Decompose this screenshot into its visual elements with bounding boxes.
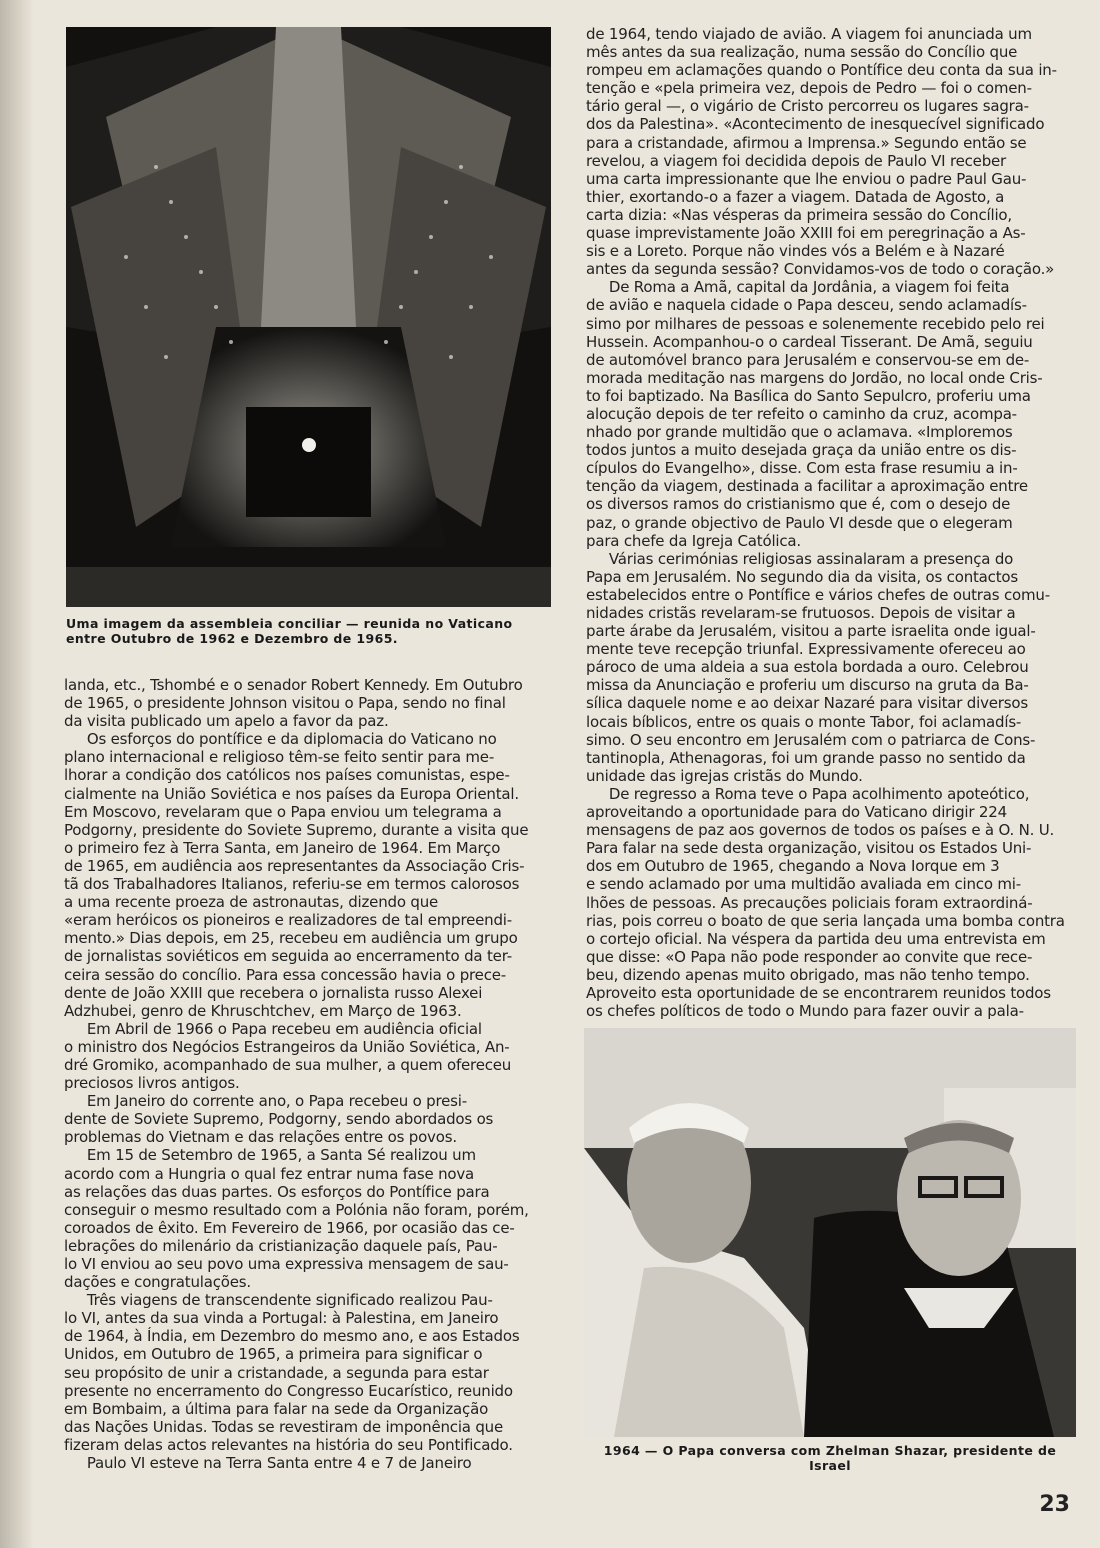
page-number: 23 <box>1039 1492 1070 1517</box>
article-column-right: de 1964, tendo viajado de avião. A viagem foi anunciada um mês antes da sua realização, numa sessão do Concílio que rompeu em aclamações quando o Pontífice deu conta da sua in- tenção e «pela primeira vez, depois de Pedro — foi o comen- tário geral —, o vigário de Cristo percorreu os lugares sagra- dos da Palestina». «Acontecimento de inesquecível significado para a cristandade, afirmou a Imprensa.» Segundo então se revelou, a viagem foi decidida depois de Paulo VI receber uma carta impressionante que lhe enviou o padre Paul Gau- thier, exortando-o a fazer a viagem. Datada de Agosto, a carta dizia: «Nas vésperas da primeira sessão do Concílio, quase imprevistamente João XXIII foi em peregrinação a As- sis e a Loreto. Porque não vindes vós a Belém e à Nazaré antes da segunda sessão? Convidamos-vos de todo o coração.» De Roma a Amã, capital da Jordânia, a viagem foi feita de avião e naquela cidade o Papa desceu, sendo aclamadís- simo por milhares de pessoas e solenemente recebido pelo rei Hussein. Acompanhou-o o cardeal Tisserant. De Amã, seguiu de automóvel branco para Jerusalém e conservou-se em de- morada meditação nas margens do Jordão, no local onde Cris- to foi baptizado. Na Basílica do Santo Sepulcro, proferiu uma alocução depois de ter refeito o caminho da cruz, acompa- nhado por grande multidão que o aclamava. «Imploremos todos juntos a muito desejada graça da união entre os dis- cípulos do Evangelho», disse. Com esta frase resumiu a in- tenção da viagem, destinada a facilitar a aproximação entre os diversos ramos do cristianismo que é, com o desejo de paz, o grande objectivo de Paulo VI desde que o elegeram para chefe da Igreja Católica. Várias cerimónias religiosas assinalaram a presença do Papa em Jerusalém. No segundo dia da visita, os contactos estabelecidos entre o Pontífice e vários chefes de outras comu- nidades cristãs revelaram-se frutuosos. Depois de visitar a parte árabe da Jerusalém, visitou a parte israelita onde igual- mente teve recepção triunfal. Expressivamente ofereceu ao pároco de uma aldeia a sua estola bordada a ouro. Celebrou missa da Anunciação e proferiu um discurso na gruta da Ba- sílica daquele nome e ao deixar Nazaré para visitar diversos locais bíblicos, entre os quais o monte Tabor, foi aclamadís- simo. O seu encontro em Jerusalém com o patriarca de Cons- tantinopla, Athenagoras, foi um grande passo no sentido da unidade das igrejas cristãs do Mundo. De regresso a Roma teve o Papa acolhimento apoteótico, aproveitando a oportunidade para do Vaticano dirigir 224 mensagens de paz aos governos de todos os países e à O. N. U. Para falar na sede desta organização, visitou os Estados Uni- dos em Outubro de 1965, chegando a Nova Iorque em 3 e sendo aclamado por uma multidão avaliada em cinco mi- lhões de pessoas. As precauções policiais foram extraordiná- rias, pois correu o boato de que seria lançada uma bomba contra o cortejo oficial. Na véspera da partida deu uma entrevista em que disse: «O Papa não pode responder ao convite que rece- beu, dizendo apenas muito obrigado, mas não tenho tempo. Aproveito esta oportunidade de se encontrarem reunidos todos os chefes políticos de todo o Mundo para fazer ouvir a pala- <box>586 25 1065 1021</box>
meeting-photo-caption: 1964 — O Papa conversa com Zhelman Shazar, presidente de Israel <box>603 1443 1057 1473</box>
pope-and-president-photo <box>584 1028 1076 1437</box>
assembly-photo-caption: Uma imagem da assembleia conciliar — reunida no Vaticano entre Outubro de 1962 e Dezembro de 1965. <box>66 616 513 646</box>
page-binding-shadow <box>0 0 34 1548</box>
article-column-left: landa, etc., Tshombé e o senador Robert Kennedy. Em Outubro de 1965, o presidente Johnson visitou o Papa, sendo no final da visita publicado um apelo a favor da paz. Os esforços do pontífice e da diplomacia do Vaticano no plano internacional e religioso têm-se feito sentir para me- lhorar a condição dos católicos nos países comunistas, espe- cialmente na União Soviética e nos países da Europa Oriental. Em Moscovo, revelaram que o Papa enviou um telegrama a Podgorny, presidente do Soviete Supremo, durante a visita que o primeiro fez à Terra Santa, em Janeiro de 1964. Em Março de 1965, em audiência aos representantes da Associação Cris- tã dos Trabalhadores Italianos, referiu-se em termos calorosos a uma recente proeza de astronautas, dizendo que «eram heróicos os pioneiros e realizadores de tal empreendi- mento.» Dias depois, em 25, recebeu em audiência um grupo de jornalistas soviéticos em seguida ao encerramento da ter- ceira sessão do concílio. Para essa concessão havia o prece- dente de João XXIII que recebera o jornalista russo Alexei Adzhubei, genro de Khruschtchev, em Março de 1963. Em Abril de 1966 o Papa recebeu em audiência oficial o ministro dos Negócios Estrangeiros da União Soviética, An- dré Gromiko, acompanhado de sua mulher, a quem ofereceu preciosos livros antigos. Em Janeiro do corrente ano, o Papa recebeu o presi- dente de Soviete Supremo, Podgorny, sendo abordados os problemas do Vietnam e das relações entre os povos. Em 15 de Setembro de 1965, a Santa Sé realizou um acordo com a Hungria o qual fez entrar numa fase nova as relações das duas partes. Os esforços do Pontífice para conseguir o mesmo resultado com a Polónia não foram, porém, coroados de êxito. Em Fevereiro de 1966, por ocasião das ce- lebrações do milenário da cristianização daquele país, Pau- lo VI enviou ao seu povo uma expressiva mensagem de sau- dações e congratulações. Três viagens de transcendente significado realizou Pau- lo VI, antes da sua vinda a Portugal: à Palestina, em Janeiro de 1964, à Índia, em Dezembro do mesmo ano, e aos Estados Unidos, em Outubro de 1965, a primeira para significar o seu propósito de unir a cristandade, a segunda para estar presente no encerramento do Congresso Eucarístico, reunido em Bombaim, a última para falar na sede da Organização das Nações Unidas. Todas se revestiram de imponência que fizeram delas actos relevantes na história do seu Pontificado. Paulo VI esteve na Terra Santa entre 4 e 7 de Janeiro <box>64 676 529 1473</box>
assembly-hall-photo <box>66 27 551 607</box>
